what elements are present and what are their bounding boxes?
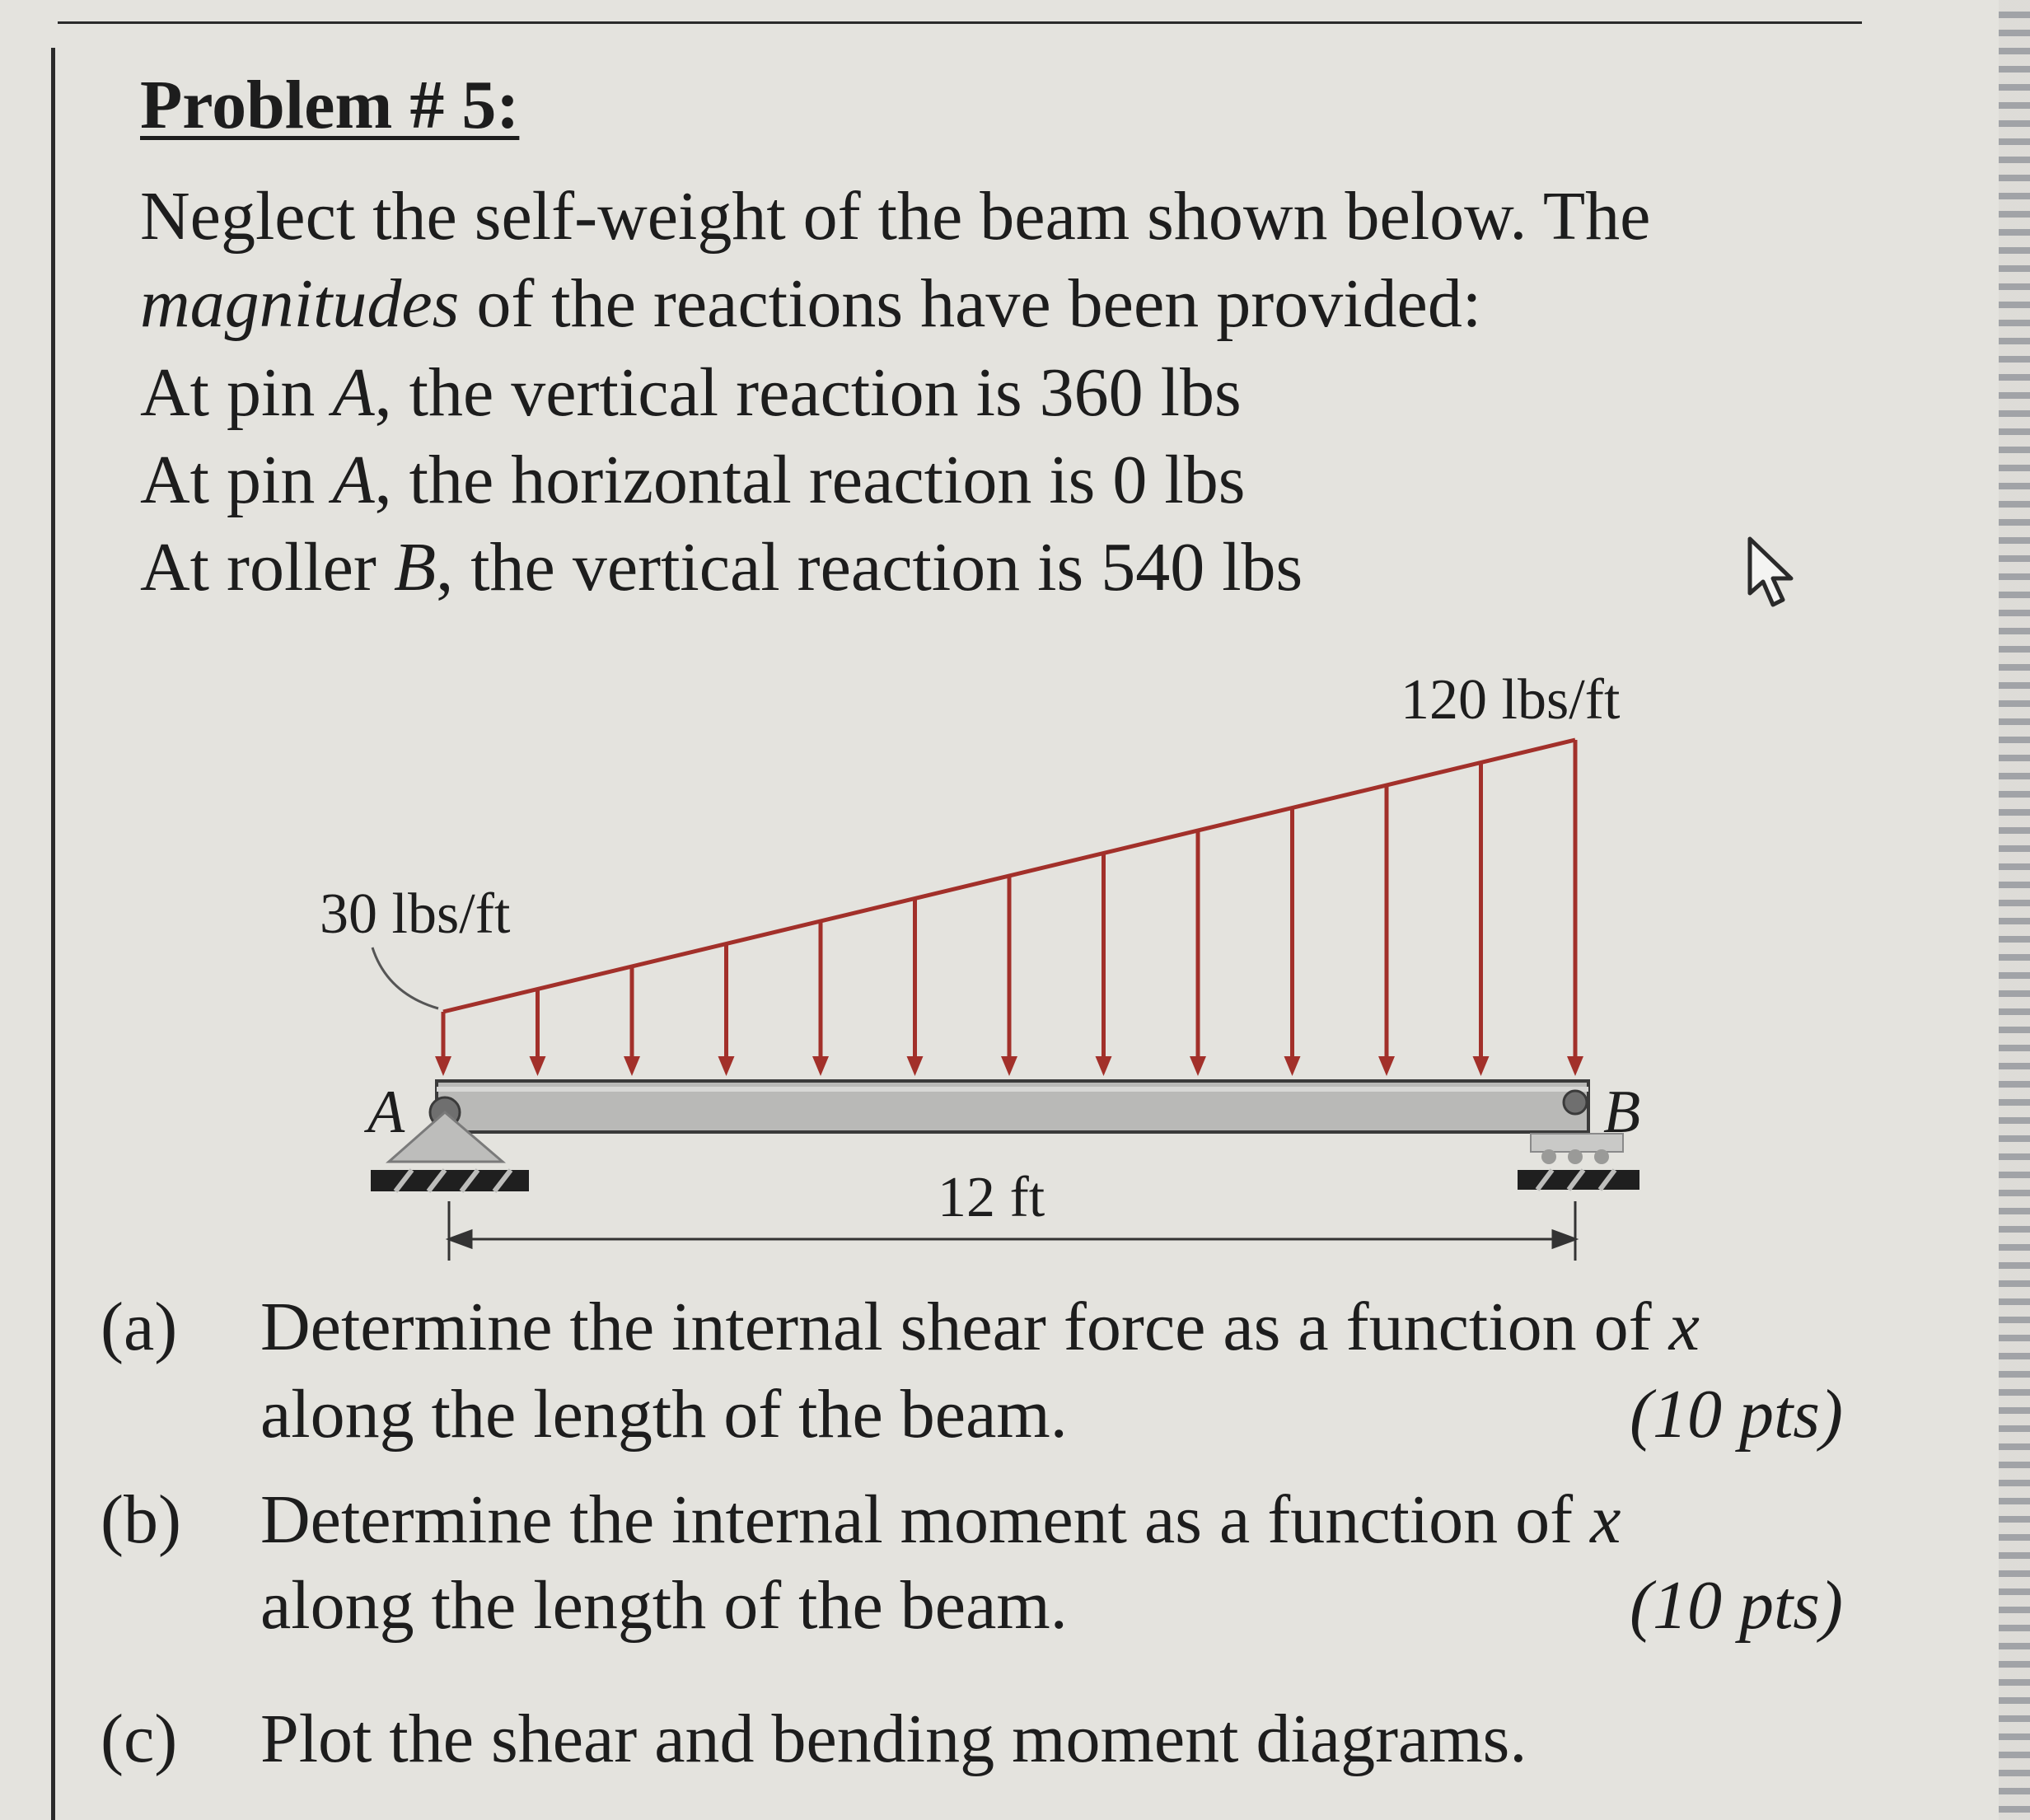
question-b-line1-text: Determine the internal moment as a function of bbox=[260, 1481, 1591, 1558]
intro-emphasis: magnitudes bbox=[140, 265, 460, 342]
question-b-points: (10 pts) bbox=[1630, 1567, 1843, 1644]
span-label: 12 ft bbox=[938, 1166, 1045, 1229]
question-b-var: x bbox=[1590, 1481, 1621, 1558]
question-a-letter: (a) bbox=[101, 1289, 178, 1365]
intro-line-2-text: of the reactions have been provided: bbox=[459, 265, 1482, 342]
support-a-label: A bbox=[367, 1078, 405, 1146]
question-a-points: (10 pts) bbox=[1630, 1376, 1843, 1453]
question-c-letter: (c) bbox=[101, 1701, 178, 1777]
question-c-line1: Plot the shear and bending moment diagrams. bbox=[260, 1701, 1527, 1777]
load-arrows-group bbox=[435, 740, 1583, 1076]
load-arrow-head bbox=[624, 1056, 640, 1076]
reaction-3-var: B bbox=[393, 529, 437, 606]
question-a-var: x bbox=[1668, 1289, 1700, 1365]
load-arrow-head bbox=[1001, 1056, 1017, 1076]
load-right-label: 120 lbs/ft bbox=[1401, 668, 1621, 732]
load-arrow-head bbox=[1284, 1056, 1301, 1076]
reaction-2-post: , the horizontal reaction is 0 lbs bbox=[374, 442, 1246, 518]
reaction-2-var: A bbox=[332, 442, 375, 518]
question-b-line1 bbox=[260, 1480, 1621, 1560]
load-arrow-head bbox=[1378, 1056, 1395, 1076]
reaction-3-pre: At roller bbox=[140, 529, 394, 606]
question-b-line2: along the length of the beam. bbox=[260, 1567, 1068, 1644]
load-arrow-head bbox=[718, 1056, 735, 1076]
question-b-letter: (b) bbox=[101, 1481, 181, 1558]
load-arrow-head bbox=[812, 1056, 829, 1076]
question-a-line1-text: Determine the internal shear force as a function of bbox=[260, 1289, 1669, 1365]
reaction-1-var: A bbox=[332, 354, 375, 431]
load-arrow-head bbox=[1096, 1056, 1112, 1076]
load-arrow-head bbox=[1567, 1056, 1583, 1076]
load-left-label: 30 lbs/ft bbox=[320, 882, 511, 946]
load-arrow-head bbox=[530, 1056, 546, 1076]
reaction-3-post: , the vertical reaction is 540 lbs bbox=[436, 529, 1303, 606]
reaction-2-pre: At pin bbox=[140, 442, 333, 518]
problem-title: Problem # 5: bbox=[140, 67, 520, 143]
intro-line-1-text: Neglect the self-weight of the beam shown below. The bbox=[140, 178, 1651, 255]
load-arrow-head bbox=[907, 1056, 924, 1076]
support-b-label: B bbox=[1603, 1078, 1641, 1146]
load-arrow-head bbox=[1190, 1056, 1206, 1076]
question-a-line2: along the length of the beam. bbox=[260, 1376, 1068, 1453]
load-label-leader bbox=[372, 947, 438, 1008]
reaction-1-pre: At pin bbox=[140, 354, 333, 431]
load-arrow-head bbox=[435, 1056, 451, 1076]
reaction-1-post: , the vertical reaction is 360 lbs bbox=[374, 354, 1242, 431]
question-a-line1 bbox=[260, 1287, 1700, 1367]
load-arrow-head bbox=[1473, 1056, 1490, 1076]
